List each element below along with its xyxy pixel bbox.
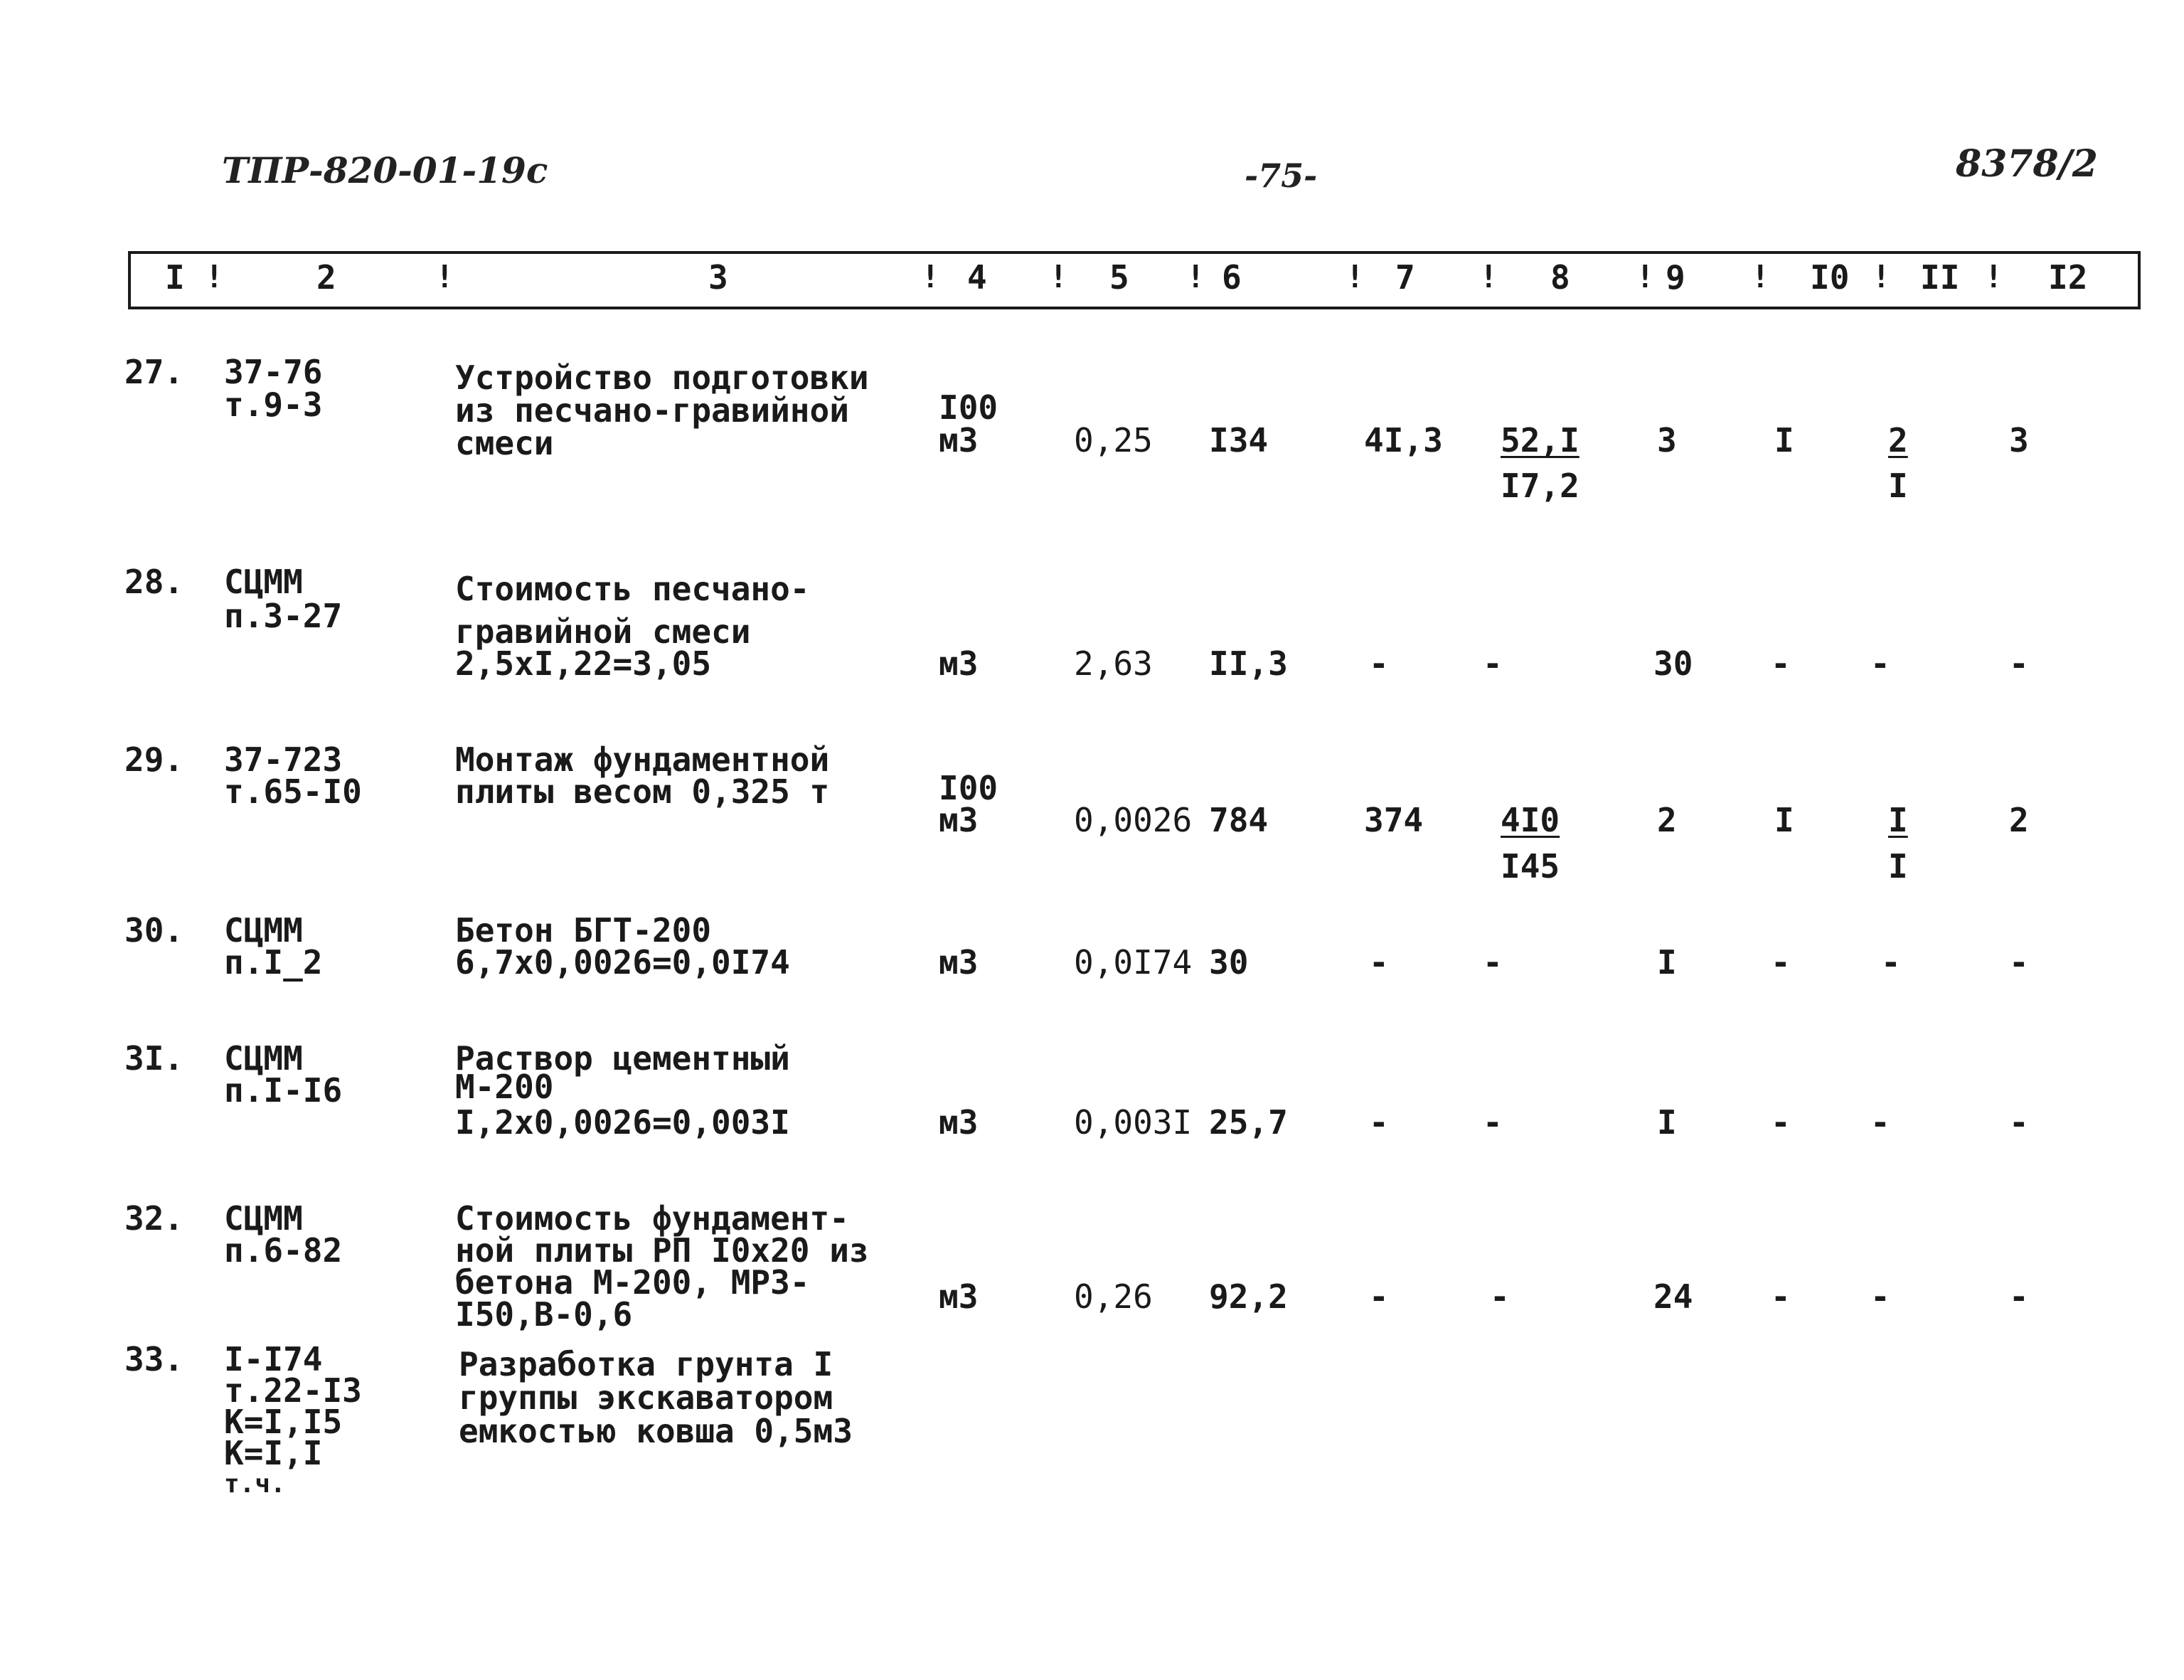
- row-reference: т.22-I3: [224, 1371, 362, 1410]
- row-description: Стоимость песчано-: [455, 570, 810, 608]
- row-col6: 784: [1209, 801, 1269, 839]
- row-col11: I: [1888, 847, 1908, 886]
- row-description: группы экскаватором: [459, 1378, 833, 1417]
- row-col6: 25,7: [1209, 1103, 1288, 1142]
- col-header-9: 9: [1666, 258, 1685, 297]
- row-reference: 37-76: [224, 353, 323, 391]
- row-col8: I7,2: [1501, 467, 1580, 505]
- row-col7: -: [1369, 943, 1389, 982]
- row-reference: п.3-27: [224, 597, 343, 635]
- row-description: смеси: [455, 424, 554, 462]
- col-header-7: 7: [1395, 258, 1415, 297]
- col-separator: !: [1751, 259, 1770, 295]
- row-col9: I: [1657, 943, 1677, 982]
- row-number: 32.: [124, 1199, 184, 1238]
- row-description: Раствор цементный: [455, 1039, 790, 1078]
- row-col7: -: [1369, 1103, 1389, 1142]
- row-col7: 4I,3: [1364, 421, 1443, 459]
- col-header-12: I2: [2048, 258, 2088, 297]
- row-description: Бетон БГТ-200: [455, 911, 712, 950]
- row-unit: I00: [939, 769, 998, 807]
- row-number: 29.: [124, 740, 184, 779]
- row-col7: -: [1369, 1277, 1389, 1316]
- row-col8: 4I0: [1501, 801, 1560, 839]
- row-col5: 0,003I: [1074, 1103, 1193, 1142]
- row-description: из песчано-гравийной: [455, 391, 849, 430]
- col-separator: !: [921, 259, 940, 295]
- row-reference: К=I,I5: [224, 1403, 343, 1441]
- col-separator: !: [435, 259, 454, 295]
- row-col7: -: [1369, 644, 1389, 683]
- row-reference: I-I74: [224, 1340, 323, 1378]
- row-reference: СЦММ: [224, 911, 303, 950]
- row-col6: 30: [1209, 943, 1249, 982]
- row-unit: м3: [939, 801, 979, 839]
- col-separator: !: [1636, 259, 1655, 295]
- row-col12: 3: [2009, 421, 2029, 459]
- row-description: 6,7х0,0026=0,0I74: [455, 943, 790, 982]
- row-col11: -: [1870, 1277, 1890, 1316]
- row-col8: 52,I: [1501, 421, 1580, 459]
- row-col12: -: [2009, 1103, 2029, 1142]
- row-col10: -: [1771, 943, 1791, 982]
- row-col8: -: [1483, 943, 1503, 982]
- row-description: гравийной смеси: [455, 612, 751, 651]
- row-reference: т.65-I0: [224, 772, 362, 811]
- row-col9: I: [1657, 1103, 1677, 1142]
- row-number: 27.: [124, 353, 184, 391]
- row-col8: -: [1483, 644, 1503, 683]
- row-col11: -: [1870, 1103, 1890, 1142]
- col-header-11: II: [1920, 258, 1960, 297]
- row-col5: 0,25: [1074, 421, 1153, 459]
- col-separator: !: [1346, 259, 1365, 295]
- row-col9: 30: [1653, 644, 1693, 683]
- row-reference: п.6-82: [224, 1231, 343, 1270]
- col-separator: !: [1049, 259, 1068, 295]
- row-reference: 37-723: [224, 740, 343, 779]
- row-reference: СЦММ: [224, 563, 303, 601]
- row-col12: 2: [2009, 801, 2029, 839]
- row-description: I50,В-0,6: [455, 1295, 633, 1334]
- row-unit: I00: [939, 388, 998, 427]
- row-col11: I: [1888, 467, 1908, 505]
- col-separator: !: [1984, 259, 2003, 295]
- row-col9: 2: [1657, 801, 1677, 839]
- row-reference: СЦММ: [224, 1199, 303, 1238]
- row-description: I,2х0,0026=0,003I: [455, 1103, 790, 1142]
- row-description: емкостью ковша 0,5м3: [459, 1412, 853, 1450]
- row-col8: -: [1490, 1277, 1510, 1316]
- row-description: ной плиты РП I0х20 из: [455, 1231, 869, 1270]
- row-number: 28.: [124, 563, 184, 601]
- row-col12: -: [2009, 1277, 2029, 1316]
- row-col11: 2: [1888, 421, 1908, 459]
- col-header-2: 2: [316, 258, 336, 297]
- row-col10: I: [1774, 801, 1794, 839]
- col-header-10: I0: [1810, 258, 1850, 297]
- row-col6: I34: [1209, 421, 1269, 459]
- row-col5: 0,0I74: [1074, 943, 1193, 982]
- col-separator: !: [1872, 259, 1891, 295]
- col-header-5: 5: [1109, 258, 1129, 297]
- row-reference: т.ч.: [224, 1469, 286, 1499]
- row-description: М-200: [455, 1068, 554, 1106]
- row-col11: -: [1870, 644, 1890, 683]
- row-col9: 3: [1657, 421, 1677, 459]
- page-number: -75-: [1245, 156, 1318, 195]
- col-header-1: I: [165, 258, 185, 297]
- row-col7: 374: [1364, 801, 1424, 839]
- row-col5: 0,0026: [1074, 801, 1193, 839]
- row-col10: I: [1774, 421, 1794, 459]
- col-header-6: 6: [1222, 258, 1242, 297]
- col-header-3: 3: [708, 258, 728, 297]
- row-col11: I: [1888, 801, 1908, 839]
- row-unit: м3: [939, 644, 979, 683]
- sheet-code: 8378/2: [1956, 142, 2098, 186]
- row-description: Разработка грунта I: [459, 1345, 833, 1383]
- row-reference: п.I_2: [224, 943, 323, 982]
- row-col6: II,3: [1209, 644, 1288, 683]
- row-reference: СЦММ: [224, 1039, 303, 1078]
- row-col5: 0,26: [1074, 1277, 1153, 1316]
- row-col12: -: [2009, 943, 2029, 982]
- row-unit: м3: [939, 1103, 979, 1142]
- row-col8: -: [1483, 1103, 1503, 1142]
- row-col8: I45: [1501, 847, 1560, 886]
- col-separator: !: [1186, 259, 1205, 295]
- col-separator: !: [1479, 259, 1498, 295]
- row-col12: -: [2009, 644, 2029, 683]
- document-code: ТПР-820-01-19с: [222, 149, 548, 191]
- col-header-8: 8: [1550, 258, 1570, 297]
- row-unit: м3: [939, 943, 979, 982]
- row-reference: т.9-3: [224, 386, 323, 424]
- row-col6: 92,2: [1209, 1277, 1288, 1316]
- row-number: 30.: [124, 911, 184, 950]
- row-reference: п.I-I6: [224, 1071, 343, 1110]
- col-separator: !: [205, 259, 224, 295]
- row-description: Устройство подготовки: [455, 358, 869, 397]
- row-col5: 2,63: [1074, 644, 1153, 683]
- row-col9: 24: [1653, 1277, 1693, 1316]
- row-col11: -: [1881, 943, 1901, 982]
- row-description: 2,5хI,22=3,05: [455, 644, 712, 683]
- row-number: 33.: [124, 1340, 184, 1378]
- row-unit: м3: [939, 421, 979, 459]
- row-unit: м3: [939, 1277, 979, 1316]
- col-header-4: 4: [967, 258, 987, 297]
- row-col10: -: [1771, 1277, 1791, 1316]
- row-description: бетона М-200, МРЗ-: [455, 1263, 810, 1302]
- row-col10: -: [1771, 644, 1791, 683]
- row-description: Монтаж фундаментной: [455, 740, 830, 779]
- row-description: плиты весом 0,325 т: [455, 772, 830, 811]
- row-description: Стоимость фундамент-: [455, 1199, 849, 1238]
- row-number: 3I.: [124, 1039, 184, 1078]
- row-reference: К=I,I: [224, 1434, 323, 1472]
- row-col10: -: [1771, 1103, 1791, 1142]
